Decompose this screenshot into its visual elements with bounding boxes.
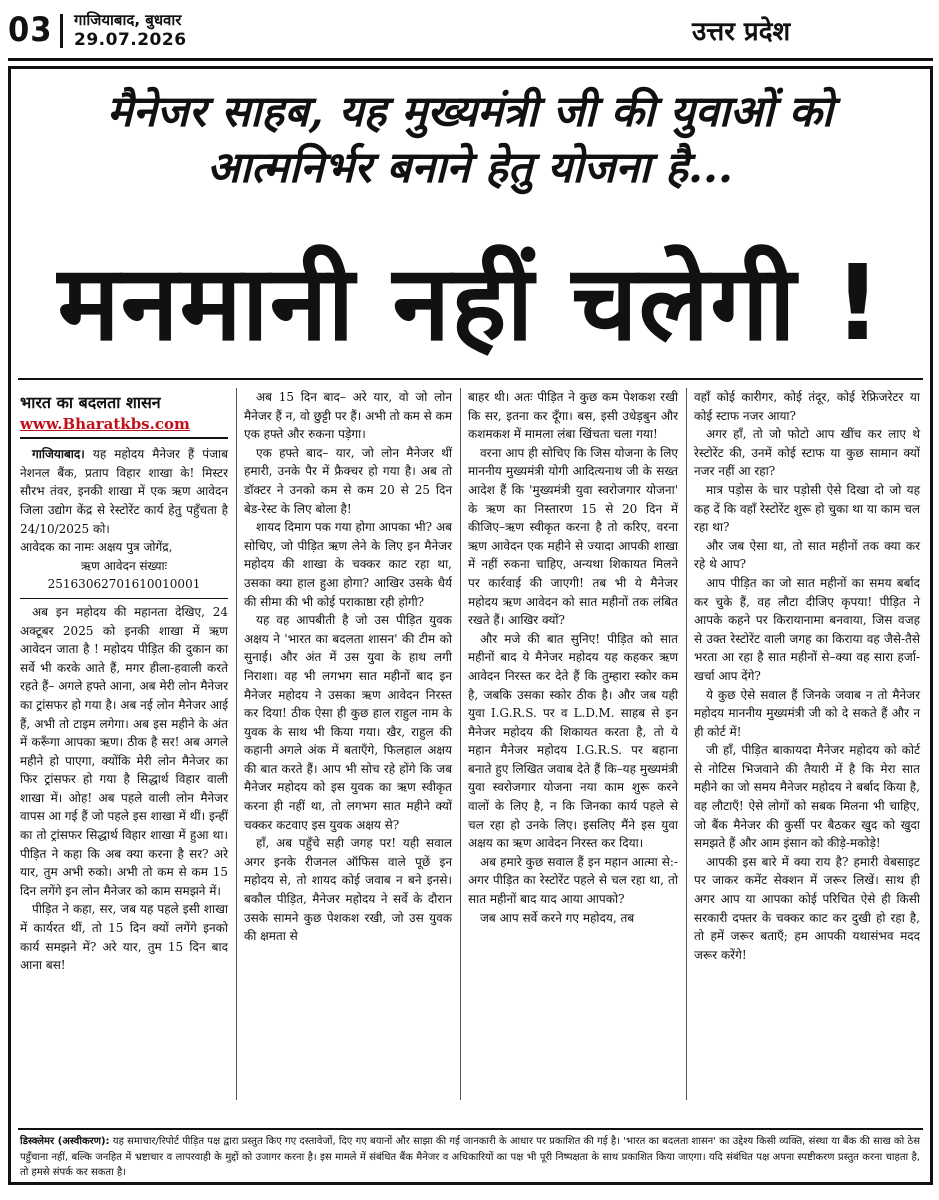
page-number: 03 <box>8 10 53 50</box>
paragraph: आपकी इस बारे में क्या राय है? हमारी वेबसाइट पर जाकर कमेंट सेक्शन में जरूर लिखें। साथ ही अगर आप या आपका कोई परिचित ऐसे ही किसी सरकारी दफ्तर के चक्कर काट कर दुखी हो रहा है, तो हमें जरूर बताएँ; हम आपकी यथासंभव मदद जरूर करेंगे! <box>694 854 920 962</box>
paragraph: जब आप सर्वे करने गए महोदय, तब <box>480 910 635 925</box>
masthead-divider <box>60 14 63 48</box>
column-4 <box>694 388 920 1108</box>
disclaimer <box>20 1134 920 1181</box>
byline-rule <box>20 437 228 439</box>
paragraph: पीड़ित ने कहा, सर, जब यह पहले इसी शाखा में कार्यरत थीं, तो 15 दिन क्यों लगेंगे इनको कार्य समझने में? अरे यार, तुम 15 दिन बाद आना बस! <box>20 902 228 973</box>
applicant-name: आवेदक का नामः अक्षय पुत्र जोगेंद्र, <box>20 540 173 555</box>
section-title: उत्तर प्रदेश <box>692 17 791 47</box>
column-divider <box>460 388 461 1100</box>
loan-number-label: ऋण आवेदन संख्याः <box>80 558 168 573</box>
column-3 <box>468 388 678 1108</box>
paragraph: और मजे की बात सुनिए! पीड़ित को सात महीनों बाद ये मैनेजर महोदय यह कहकर ऋण आवेदन निरस्त कर देते हैं कि तुम्हारा स्कोर कम है, जबकि उसका स्कोर ठीक है। और जब यही युवा I.G.R.S. पर व L.D.M. साहब से इन मैनेजर महोदय की शिकायत करता है, तो ये महान मैनेजर महोदय I.G.R.S. पर बहाना बनाते हुए लिखित जवाब देते हैं कि–यह मुख्यमंत्री युवा स्वरोजगार योजना नया काम शुरू करने वालों के लिए है, न कि जिनका कार्य पहले से चल रहा हो उनके लिए। इसलिए मैंने इस युवा अक्षय का ऋण आवेदन निरस्त कर दिया। <box>468 631 678 851</box>
paragraph: अब हमारे कुछ सवाल हैं इन महान आत्मा से:- अगर पीड़ित का रेस्टोरेंट पहले से चल रहा था, तो सात महीनों बाद याद आया आपको? <box>468 854 678 907</box>
loan-number: 25163062701610010001 <box>47 577 201 592</box>
dateline: गाजियाबाद। <box>32 447 85 462</box>
paragraph: यह वह आपबीती है जो उस पीड़ित युवक अक्षय ने 'भारत का बदलता शासन' की टीम को सुनाई। और अंत में उस युवा के हाथ लगी निराशा। वह भी लगभग सात महीनों बाद इन मैनेजर महोदय ने उसका ऋण आवेदन निरस्त कर दिया! ठीक ऐसा ही कुछ हाल राहुल नाम के युवक के साथ भी किया गया। खैर, राहुल की कहानी अगले अंक में बताएँगे, फिलहाल अक्षय की बात करते हैं। आप भी सोच रहे होंगे कि जब मैनेजर महोदय को इस युवक का ऋण स्वीकृत करना ही नहीं था, तो लगभग सात महीने क्यों चक्कर कटवाए इस युवक अक्षय से? <box>244 613 452 832</box>
byline-url-link[interactable]: www.Bharatkbs.com <box>20 414 190 433</box>
city-day: गाजियाबाद, बुधवार <box>74 11 182 29</box>
masthead-rule <box>8 58 933 61</box>
divider <box>20 598 228 599</box>
byline-name: भारत का बदलता शासन <box>20 393 161 412</box>
paragraph: आप पीड़ित का जो सात महीनों का समय बर्बाद कर चुके हैं, वह लौटा दीजिए कृपया! पीड़ित ने आपके कहने पर किरायानामा बनवाया, जिस वजह से उक्त रेस्टोरेंट वाली जगह का किराया वह जैसे-तैसे भरता आ रहा है सात महीनों से–क्या वह सारा हर्जा-खर्चा आप देंगे? <box>694 575 920 683</box>
paragraph: एक हफ्ते बाद– यार, जो लोन मैनेजर थीं हमारी, उनके पैर में फ्रैक्चर हो गया है। अब तो डॉक्टर ने उनको कम से कम 20 से 25 दिन बेड-रेस्ट के लिए बोला है! <box>244 445 452 516</box>
kicker-line-1: मैनेजर साहब, यह मुख्यमंत्री जी की युवाओं को <box>107 87 833 137</box>
disclaimer-text: यह समाचार/रिपोर्ट पीड़ित पक्ष द्वारा प्रस्तुत किए गए दस्तावेजों, दिए गए बयानों और साझा की गई जानकारी के आधार पर प्रकाशित की गई है। 'भारत का बदलता शासन' का उद्देश्य किसी व्यक्ति, संस्था या बैंक की साख को ठेस पहुँचाना नहीं, बल्कि जनहित में भ्रष्टाचार व लापरवाही के मुद्दों को उजागर करना है। इस मामले में संबंधित बैंक मैनेजर व अधिकारियों का पक्ष भी पूरी निष्पक्षता के साथ प्रकाशित किया जाएगा। यदि संबंधित पक्ष अपना स्पष्टीकरण प्रस्तुत करना चाहता है, तो हमसे संपर्क कर सकता है। <box>20 1136 920 1178</box>
kicker <box>20 84 920 196</box>
kicker-line-2: आत्मनिर्भर बनाने हेतु योजना है... <box>207 143 733 193</box>
column-divider <box>686 388 687 1100</box>
paragraph <box>20 445 228 538</box>
masthead <box>0 0 939 58</box>
paragraph: बाहर थी। अतः पीड़ित ने कुछ कम पेशकश रखी कि सर, इतना कर दूँगा। बस, इसी उधेड़बुन और कशमकश में मामला लंबा खिंचता चला गया! <box>468 390 678 442</box>
column-2 <box>244 388 452 1108</box>
paragraph: जी हाँ, पीड़ित बाकायदा मैनेजर महोदय को कोर्ट से नोटिस भिजवाने की तैयारी में है कि मेरा सात महीने का जो समय मैनेजर महोदय ने बर्बाद किया है, वह लौटाएँ! ऐसे लोगों को सबक मिलना भी चाहिए, जो बैंक मैनेजर की कुर्सी पर बैठकर खुद को खुदा समझते हैं और आम इंसान को कीड़े-मकोड़े! <box>694 743 920 851</box>
issue-date: 29.07.2026 <box>74 30 187 50</box>
column-1 <box>20 388 228 1108</box>
paragraph: अगर हाँ, तो जो फोटो आप खींच कर लाए थे रेस्टोरेंट की, उनमें कोई स्टाफ या कुछ सामान क्यों नजर नहीं आ रहा? <box>694 427 920 479</box>
paragraph: शायद दिमाग पक गया होगा आपका भी? अब सोचिए, जो पीड़ित ऋण लेने के लिए इन मैनेजर महोदय की शाखा के चक्कर काट रहा था, उसका क्या हाल हुआ होगा? आखिर उसके धैर्य की सीमा की भी कोई पराकाष्ठा रही होगी? <box>244 520 452 609</box>
disclaimer-label: डिस्क्लेमर (अस्वीकरण): <box>20 1136 110 1147</box>
paragraph: और जब ऐसा था, तो सात महीनों तक क्या कर रहे थे आप? <box>694 538 920 572</box>
paragraph: हाँ, अब पहुँचे सही जगह पर! यही सवाल अगर इनके रीजनल ऑफिस वाले पूछें इन महोदय से, तो शायद कोई जवाब न बने इनसे। बकौल पीड़ित, मैनेजर महोदय ने सर्वे के दौरान उसके सामने कुछ पेशकश रखी, जो उस युवक की क्षमता से <box>244 836 452 944</box>
paragraph: अब इन महोदय की महानता देखिए, 24 अक्टूबर 2025 को इनकी शाखा में ऋण आवेदन जाता है ! महोदय पीड़ित की दुकान का सर्वे भी करके आते हैं, मगर हीला-हवाली करते रहते हैं– अगले हफ्ते आना, अब मेरी लोन मैनेजर का ट्रांसफर हो गया है। अब नई लोन मैनेजर आई हैं, अभी तो टाइम लगेगा। अब इस महीने के अंत में करूँगा आपका ऋण। ठीक है सर! अब अगले महीने हो पाएगा, क्योंकि मेरी लोन मैनेजर का फिर ट्रांसफर हो गया है सिद्धार्थ विहार वाली शाखा में। ओह! अब पहले वाली लोन मैनेजर वापस आ गई हैं जो पहले इस शाखा में थीं। इन्हीं का तो ट्रांसफर सिद्धार्थ विहार शाखा में हुआ था। पीड़ित ने कहा कि अब क्या करना है सर? अरे यार, तुम अभी रुको। अभी तो कम से कम 15 दिन लगेंगे इन लोन मैनेजर को काम समझने में। <box>20 604 228 898</box>
paragraph: मात्र पड़ोस के चार पड़ोसी ऐसे दिखा दो जो यह कह दें कि वहाँ रेस्टोरेंट शुरू हो चुका था या काम चल रहा था? <box>694 482 920 535</box>
disclaimer-rule <box>18 1128 923 1130</box>
paragraph: वरना आप ही सोचिए कि जिस योजना के लिए माननीय मुख्यमंत्री योगी आदित्यनाथ जी के सख्त आदेश हैं कि 'मुख्यमंत्री युवा स्वरोजगार योजना' के ऋण का निस्तारण 15 से 20 दिन में कीजिए–ऋण स्वीकृत करना है तो करिए, वरना ऋण आवेदन एक महीने से ज्यादा आपकी शाखा में नहीं रुकना चाहिए, अन्यथा शिकायत मिलने पर कार्रवाई की जाएगी! तब भी ये मैनेजर महोदय ऋण आवेदन को सात महीनों तक लंबित रखते हैं। आखिर क्यों? <box>468 445 678 628</box>
paragraph-text: यह महोदय मैनेजर हैं पंजाब नेशनल बैंक, प्रताप विहार शाखा के! मिस्टर सौरभ तंवर, इनकी शाखा में एक ऋण आवेदन जिला उद्योग केंद्र से रेस्टोरेंट कार्य हेतु पहुँचता है 24/10/2025 को। <box>20 447 228 536</box>
headline-rule <box>18 378 923 380</box>
paragraph: वहाँ कोई कारीगर, कोई तंदूर, कोई रेफ्रिजरेटर या कोई स्टाफ नजर आया? <box>694 390 920 423</box>
paragraph: अब 15 दिन बाद– अरे यार, वो जो लोन मैनेजर हैं न, वो छुट्टी पर हैं। अभी तो कम से कम एक हफ्ते और रुकना पड़ेगा। <box>244 390 452 442</box>
paragraph: ये कुछ ऐसे सवाल हैं जिनके जवाब न तो मैनेजर महोदय माननीय मुख्यमंत्री जी को दे सकते हैं और न ही कोर्ट में! <box>694 687 920 739</box>
main-headline: मनमानी नहीं चलेगी ! <box>57 242 883 364</box>
column-divider <box>236 388 237 1100</box>
